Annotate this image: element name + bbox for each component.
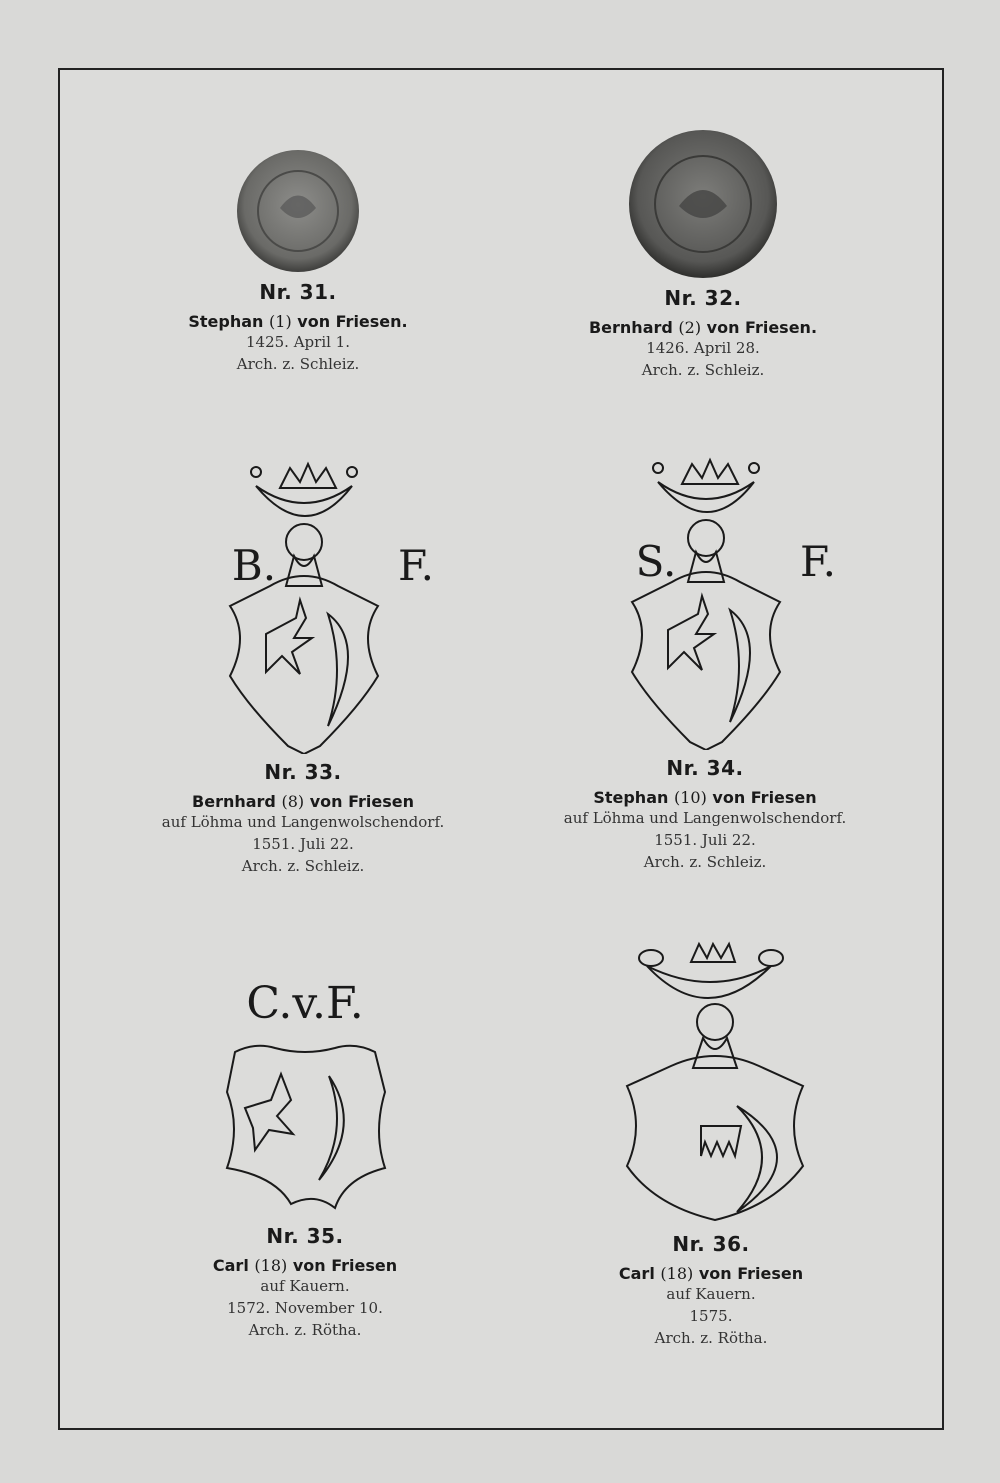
entry-line: auf Löhma und Langenwolschendorf. <box>563 809 847 827</box>
entry-36 <box>496 936 926 1349</box>
entry-line: 1551. Juli 22. <box>654 831 756 849</box>
entry-number: Nr. 31. <box>259 280 337 304</box>
entry-name: Bernhard (8) von Friesen <box>192 792 414 811</box>
seal-image-31 <box>235 148 361 274</box>
initial-right: F. <box>398 541 434 590</box>
entry-number: Nr. 32. <box>664 286 742 310</box>
entry-32 <box>488 128 918 381</box>
entry-line: 1426. April 28. <box>646 339 760 357</box>
entry-name: Carl (18) von Friesen <box>618 1264 804 1283</box>
entry-line: 1551. Juli 22. <box>252 835 354 853</box>
entry-line: auf Löhma und Langenwolschendorf. <box>161 813 445 831</box>
entry-31 <box>83 148 513 375</box>
entry-name: Stephan (1) von Friesen. <box>188 312 408 331</box>
coat-of-arms-36 <box>561 936 861 1226</box>
coat-of-arms-34 <box>540 454 870 750</box>
initials: C.v.F. <box>246 978 364 1029</box>
initial-left: B. <box>231 541 277 590</box>
entry-33 <box>88 458 518 877</box>
entry-number: Nr. 36. <box>672 1232 750 1256</box>
entry-line: Arch. z. Schleiz. <box>236 355 360 373</box>
seal-image-32 <box>627 128 779 280</box>
entry-name: Stephan (10) von Friesen <box>593 788 817 807</box>
entry-line: Arch. z. Rötha. <box>248 1321 362 1339</box>
entry-line: Arch. z. Rötha. <box>654 1329 768 1347</box>
entry-line: 1425. April 1. <box>246 333 350 351</box>
entry-line: Arch. z. Schleiz. <box>643 853 767 871</box>
entry-line: 1575. <box>689 1307 733 1325</box>
coat-of-arms-35 <box>155 968 455 1218</box>
entry-line: Arch. z. Schleiz. <box>641 361 765 379</box>
entry-name: Carl (18) von Friesen <box>212 1256 398 1275</box>
entry-line: Arch. z. Schleiz. <box>241 857 365 875</box>
coat-of-arms-33 <box>138 458 468 754</box>
entry-number: Nr. 33. <box>264 760 342 784</box>
entry-number: Nr. 35. <box>266 1224 344 1248</box>
entry-35 <box>90 968 520 1341</box>
initial-left: S. <box>635 537 677 586</box>
entry-name: Bernhard (2) von Friesen. <box>588 318 818 337</box>
entry-line: auf Kauern. <box>260 1277 350 1295</box>
entry-number: Nr. 34. <box>666 756 744 780</box>
entry-line: 1572. November 10. <box>227 1299 383 1317</box>
entry-line: auf Kauern. <box>666 1285 756 1303</box>
entry-34 <box>490 454 920 873</box>
initial-right: F. <box>800 537 836 586</box>
